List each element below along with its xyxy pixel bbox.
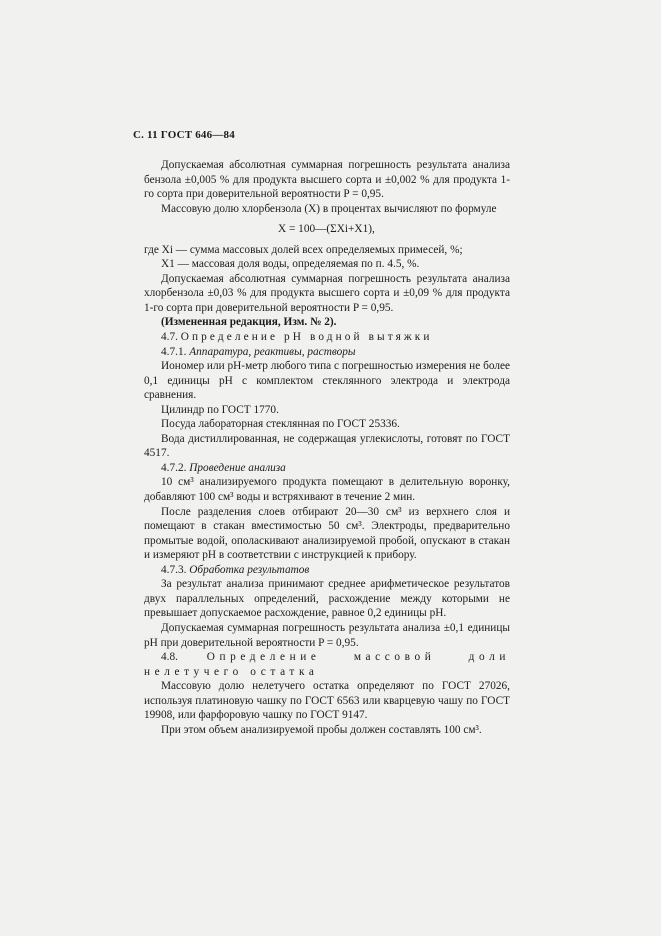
paragraph: Массовую долю хлорбензола (X) в процентах вычисляют по формуле [161, 202, 497, 215]
paragraph: Цилиндр по ГОСТ 1770. [161, 403, 279, 416]
paragraph: Посуда лабораторная стеклянная по ГОСТ 25336. [161, 418, 400, 431]
paragraph: За результат анализа принимают среднее арифметическое результатов двух параллельных определений, расхождение между которыми не превышает допускаемое расхождение, равное 0,2 единицы рН. [144, 578, 510, 620]
formula: X = 100—(ΣXi+X1), [278, 223, 375, 236]
document-body [144, 158, 510, 737]
section-number: 4.7.1. [161, 345, 187, 358]
page-header: С. 11 ГОСТ 646—84 [133, 129, 235, 141]
section-number: 4.8. [161, 651, 178, 664]
section-number: 4.7. [161, 331, 178, 344]
paragraph: После разделения слоев отбирают 20—30 см³ из верхнего слоя и помещают в стакан вместимостью 50 см³. Электроды, предварительно промытые водой, ополаскивают анализируемой пробой, опускают в стакан и измеряют рН в соответствии с инструкцией к прибору. [144, 505, 510, 562]
section-title: Определение рН водной вытяжки [180, 331, 433, 344]
paragraph: X1 — массовая доля воды, определяемая по п. 4.5, %. [161, 258, 420, 271]
section-number: 4.7.3. [161, 563, 187, 576]
section-heading [144, 650, 510, 679]
section-title: Обработка результатов [189, 563, 310, 576]
paragraph: Допускаемая абсолютная суммарная погрешность результата анализа хлорбензола ±0,03 % для продукта высшего сорта и ±0,09 % для продукта 1-го сорта при доверительной вероятности P = 0,95. [144, 272, 510, 314]
paragraph: При этом объем анализируемой пробы должен составлять 100 см³. [161, 723, 482, 736]
section-title: Аппаратура, реактивы, растворы [189, 345, 356, 358]
subsection-heading [144, 563, 510, 578]
paragraph: Иономер или рН-метр любого типа с погрешностью измерения не более 0,1 единицы рН с комплектом стеклянного электрода и электрода сравнения. [144, 360, 510, 402]
paragraph: Вода дистиллированная, не содержащая углекислоты, готовят по ГОСТ 4517. [144, 432, 510, 460]
subsection-heading [144, 461, 510, 476]
subsection-heading [144, 345, 510, 360]
paragraph: где Xi — сумма массовых долей всех определяемых примесей, %; [144, 243, 463, 256]
amendment-note: (Измененная редакция, Изм. № 2). [161, 316, 337, 329]
section-title: Проведение анализа [189, 461, 286, 474]
section-number: 4.7.2. [161, 461, 187, 474]
paragraph: Допускаемая абсолютная суммарная погрешность результата анализа бензола ±0,005 % для продукта высшего сорта и ±0,002 % для продукта 1-го сорта при доверительной вероятности P = 0,95. [144, 159, 510, 201]
paragraph: Массовую долю нелетучего остатка определяют по ГОСТ 27026, используя платиновую чашку по ГОСТ 6563 или кварцевую чашу по ГОСТ 19908, или фарфоровую чашку по ГОСТ 9147. [144, 680, 510, 722]
section-heading [144, 330, 510, 345]
paragraph: 10 см³ анализируемого продукта помещают в делительную воронку, добавляют 100 см³ воды и встряхивают в течение 2 мин. [144, 476, 510, 504]
section-title: Определение массовой доли нелетучего остатка [144, 651, 511, 678]
paragraph: Допускаемая суммарная погрешность результата анализа ±0,1 единицы рН при доверительной вероятности P = 0,95. [144, 621, 510, 649]
